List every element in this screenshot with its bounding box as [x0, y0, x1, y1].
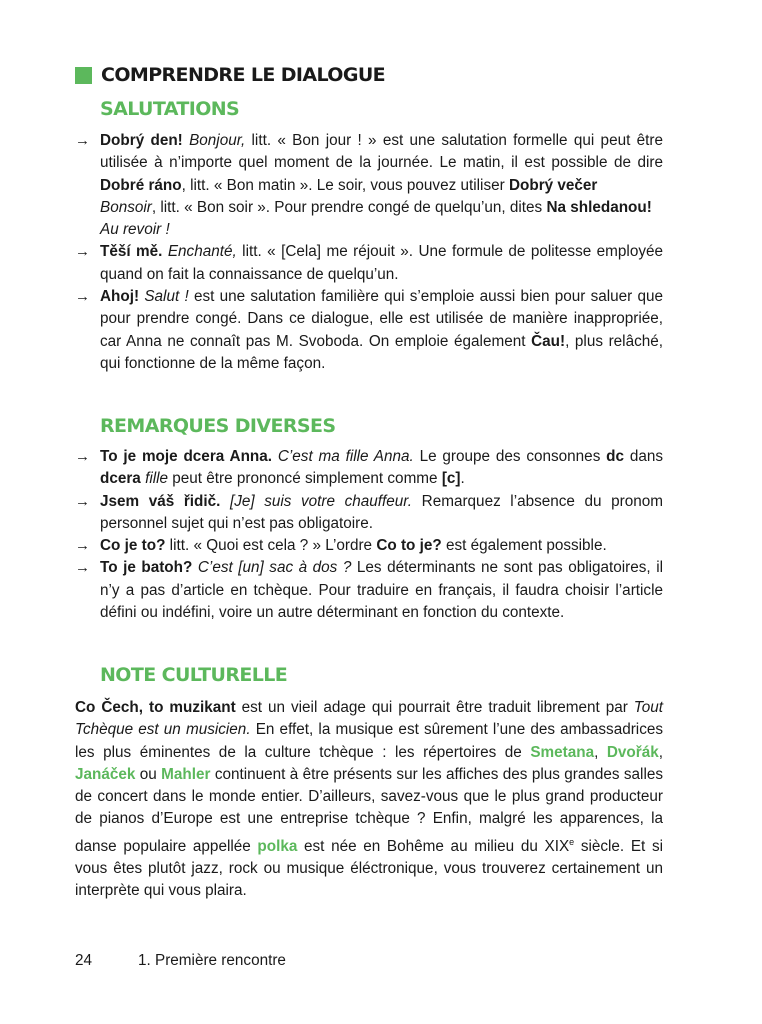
arrow-icon: → [75, 243, 90, 261]
text: litt. « Quoi est cela ? » L’ordre [165, 537, 377, 555]
text: Le groupe des consonnes [413, 448, 607, 465]
subheading-remarques: REMARQUES DIVERSES [100, 415, 336, 437]
text: ou [135, 765, 162, 783]
page-number: 24 [75, 952, 93, 969]
term: dc [606, 448, 625, 465]
text: , [594, 743, 607, 761]
green-square-icon [75, 67, 92, 84]
list-item [75, 286, 663, 375]
list-item [75, 130, 663, 241]
text: est un vieil adage qui pourrait être traduit librement par [235, 699, 634, 716]
translation: Bonjour, [189, 132, 246, 149]
text: Remarquez l’absence du pronom personnel sujet qui n’est pas obligatoire. [100, 492, 663, 532]
superscript: e [569, 836, 575, 847]
term: Na shledanou! [546, 198, 652, 216]
note-paragraph [75, 697, 663, 903]
text: , litt. « Bon matin ». Le soir, vous pouvez utiliser [181, 176, 509, 194]
term: To je batoh? [100, 559, 193, 577]
translation: Tout Tchèque est un musicien. [75, 699, 664, 739]
salutations-list [75, 130, 663, 375]
text: litt. « Bon jour ! » est une salutation formelle qui peut être utilisée à n’importe quel moment de la journée. Le matin, il est possible de dire [100, 132, 663, 172]
text: est née en Bohême au milieu du XIX [297, 837, 570, 855]
composer-name: Smetana [530, 743, 595, 761]
translation: C’est ma fille Anna. [277, 448, 414, 465]
list-item [75, 535, 663, 557]
term: Co je to? [100, 537, 166, 555]
text: dans [624, 448, 664, 465]
highlight-term: polka [257, 837, 298, 855]
translation: [Je] suis votre chauffeur. [229, 492, 413, 510]
arrow-icon: → [75, 559, 90, 577]
term: Čau! [531, 332, 566, 350]
composer-name: Dvořák [606, 743, 659, 761]
arrow-icon: → [75, 448, 90, 465]
text: continuent à être présents sur les affiches des plus grandes salles de concert dans le monde entier. D’ailleurs, savez-vous que le plus grand producteur de pianos d’Europe est une entreprise tchèque ? Enfin, malgré les apparences, la danse populaire appellée [75, 765, 664, 855]
term: Těší mě. [100, 243, 163, 261]
composer-name: Janáček [75, 765, 136, 783]
term: [c] [441, 470, 461, 488]
arrow-icon: → [75, 537, 90, 555]
text: , [658, 743, 663, 761]
translation: C’est [un] sac à dos ? [197, 559, 352, 577]
term: dcera [100, 470, 141, 488]
list-item [75, 241, 663, 286]
composer-name: Mahler [161, 765, 211, 783]
list-item [75, 557, 663, 624]
list-item [75, 446, 663, 491]
text: litt. « [Cela] me réjouit ». Une formule de politesse employée quand on fait la connaissance de quelqu’un. [100, 243, 664, 283]
translation: Salut ! [144, 288, 189, 306]
page-title: COMPRENDRE LE DIALOGUE [101, 64, 386, 86]
translation: fille [145, 470, 169, 488]
translation: Enchanté, [167, 243, 237, 261]
section-heading [75, 64, 385, 86]
text: peut être prononcé simplement comme [168, 470, 442, 488]
text: est une salutation familière qui s’emploie aussi bien pour saluer que pour prendre congé. Dans ce dialogue, elle est utilisée de manière inappropriée, car Anna ne connaît pas M. Svoboda. On emploie également [100, 288, 663, 350]
translation: Bonsoir [100, 198, 152, 216]
term: Co Čech, to muzikant [75, 699, 236, 716]
text: est également possible. [441, 537, 607, 555]
text: , plus relâché, qui fonctionne de la même façon. [100, 332, 664, 372]
term: Jsem váš řidič. [100, 492, 221, 510]
term: Dobrý večer [508, 176, 598, 194]
arrow-icon: → [75, 288, 90, 306]
term: Dobrý den! [100, 132, 183, 149]
term: Dobré ráno [100, 176, 182, 194]
subheading-note-culturelle: NOTE CULTURELLE [100, 664, 288, 686]
chapter-title: 1. Première rencontre [138, 952, 286, 969]
arrow-icon: → [75, 492, 90, 510]
translation: Au revoir ! [100, 221, 170, 239]
text: Les déterminants ne sont pas obligatoires, il n’y a pas d’article en tchèque. Pour traduire en français, il faudra choisir l’article défini ou indéfini, voire un autre déterminant en fonction du contexte. [100, 559, 663, 622]
text: En effet, la musique est sûrement l’une des ambassadrices les plus éminentes de la culture tchèque : les répertoires de [75, 721, 664, 761]
text: . [460, 470, 465, 488]
term: Ahoj! [100, 288, 140, 306]
arrow-icon: → [75, 132, 90, 149]
term: To je moje dcera Anna. [100, 448, 273, 465]
subheading-salutations: SALUTATIONS [100, 98, 240, 120]
text: , litt. « Bon soir ». Pour prendre congé de quelqu’un, dites [151, 198, 547, 216]
list-item [75, 491, 663, 536]
remarques-list [75, 446, 663, 624]
text: siècle. Et si vous êtes plutôt jazz, rock ou musique éléctronique, vous trouverez certainement un interprète qui vous plaira. [75, 837, 663, 900]
term: Co to je? [376, 537, 442, 555]
